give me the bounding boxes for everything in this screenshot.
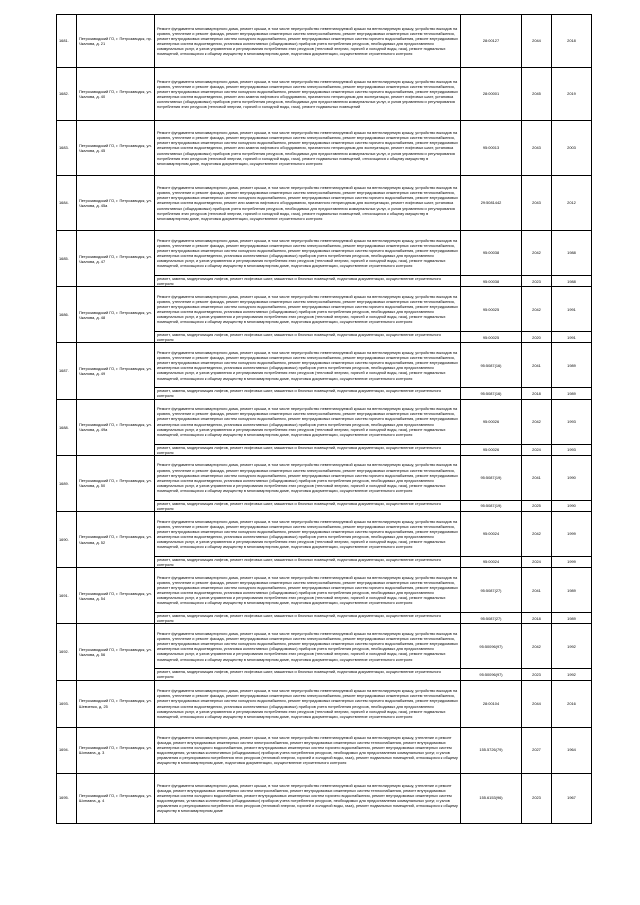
built-year-cell: 1990 — [552, 455, 592, 500]
works-cell: ремонт, замена, модернизация лифтов, ремонт лифтовых шахт, машинных и блочных помещений, подготовка документации, осуществление строительного контроля — [155, 388, 461, 399]
address-cell: Петрозаводский ГО, г. Петрозаводск, ул. Чкалова, д. 52 — [77, 511, 155, 567]
table-row — [57, 727, 592, 773]
table-row — [57, 624, 592, 669]
table-row — [57, 121, 592, 176]
row-number-cell: 1683. — [57, 121, 77, 176]
cost-cell: 95:00026 — [461, 444, 522, 455]
address-cell: Петрозаводский ГО, г. Петрозаводск, ул. Чкалова, д. 45а — [77, 176, 155, 231]
row-number-cell: 1689. — [57, 455, 77, 511]
works-cell: ремонт, замена, модернизация лифтов, ремонт лифтовых шахт, машинных и блочных помещений, подготовка документации, осуществление строительного контроля — [155, 444, 461, 455]
year-cell: 2025 — [522, 500, 552, 511]
row-number-cell: 1692. — [57, 624, 77, 680]
works-cell: Ремонт фундамента многоквартирного дома, ремонт крыши, в том числе переустройство невентилируемой крыши на вентилируемую крышу, устройство выходов на кровлю, утепление и ремонт фасада, ремонт внутридомовых инженерных систем электроснабжения, ремонт внутридомовых инженерных систем теплоснабжения, ремонт внутридомовых инженерных систем холодного водоснабжения, ремонт внутридомовых инженерных систем горячего водоснабжения, ремонт внутридомовых инженерных систем водоотведения, установка коллективных (общедомовых) приборов учета потребления ресурсов, необходимых для предоставления коммунальных услуг, и узлов управления и регулирования потребления этих ресурсов (тепловой энергии, горячей и холодной воды, газа), ремонт подвальных помещений, относящихся к общему имуществу в многоквартирном доме, подготовка документации, осуществление строительного контроля — [155, 624, 461, 669]
address-cell: Петрозаводский ГО, г. Петрозаводск, ул. Чкалова, д. 49а — [77, 399, 155, 455]
built-year-cell: 1999 — [552, 511, 592, 556]
works-cell: Ремонт фундамента многоквартирного дома, ремонт крыши, в том числе переустройство невентилируемой крыши на вентилируемую крышу, устройство выходов на кровлю, утепление и ремонт фасада, ремонт внутридомовых инженерных систем электроснабжения, ремонт внутридомовых инженерных систем теплоснабжения, ремонт внутридомовых инженерных систем холодного водоснабжения, ремонт внутридомовых инженерных систем горячего водоснабжения, ремонт внутридомовых инженерных систем водоотведения, ремонт или замена лифтового оборудования, признанного непригодным для эксплуатации, ремонт лифтовых шахт, установка коллективных (общедомовых) приборов учета потребления ресурсов, необходимых для предоставления коммунальных услуг, и узлов управления и регулирования потребления этих ресурсов (тепловой энергии, горячей и холодной воды, газа), ремонт подвальных помещений — [155, 68, 461, 121]
cost-cell: 95:5087(19) — [461, 455, 522, 500]
address-cell: Петрозаводский ГО, г. Петрозаводск, ул. Шотмана, д. 4 — [77, 773, 155, 823]
address-cell: Петрозаводский ГО, г. Петрозаводск, ул. Чкалова, д. 50 — [77, 455, 155, 511]
works-cell: Ремонт фундамента многоквартирного дома, ремонт крыши, в том числе переустройство невентилируемой крыши на вентилируемую крышу, устройство выходов на кровлю, утепление и ремонт фасада, ремонт внутридомовых инженерных систем электроснабжения, ремонт внутридомовых инженерных систем теплоснабжения, ремонт внутридомовых инженерных систем холодного водоснабжения, ремонт внутридомовых инженерных систем горячего водоснабжения, ремонт внутридомовых инженерных систем водоотведения, ремонт или замена лифтового оборудования, признанного непригодным для эксплуатации, ремонт лифтовых шахт, установка коллективных (общедомовых) приборов учета потребления ресурсов, необходимых для предоставления коммунальных услуг, и узлов управления и регулирования потребления этих ресурсов (тепловой энергии, горячей и холодной воды, газа), ремонт подвальных помещений, относящихся к общему имуществу в многоквартирном доме, подготовка документации, осуществление строительного контроля — [155, 176, 461, 231]
year-cell: 2042 — [522, 511, 552, 556]
built-year-cell: 2016 — [552, 680, 592, 727]
year-cell: 2042 — [522, 399, 552, 444]
year-cell: 2043 — [522, 121, 552, 176]
cost-cell: 95:5087(16) — [461, 388, 522, 399]
works-cell: ремонт, замена, модернизация лифтов, ремонт лифтовых шахт, машинных и блочных помещений, подготовка документации, осуществление строительного контроля — [155, 613, 461, 624]
year-cell: 2044 — [522, 15, 552, 68]
works-cell: Ремонт фундамента многоквартирного дома, ремонт крыши, в том числе переустройство невентилируемой крыши на вентилируемую крышу, устройство выходов на кровлю, утепление и ремонт фасада, ремонт внутридомовых инженерных систем электроснабжения, ремонт внутридомовых инженерных систем теплоснабжения, ремонт внутридомовых инженерных систем холодного водоснабжения, ремонт внутридомовых инженерных систем горячего водоснабжения, ремонт внутридомовых инженерных систем водоотведения, установка коллективных (общедомовых) приборов учета потребления ресурсов, необходимых для предоставления коммунальных услуг, и узлов управления и регулирования потребления этих ресурсов (тепловой энергии, горячей и холодной воды, газа), ремонт подвальных помещений, относящихся к общему имуществу в многоквартирном доме, подготовка документации, осуществление строительного контроля — [155, 15, 461, 68]
row-number-cell: 1685. — [57, 231, 77, 287]
works-cell: Ремонт фундамента многоквартирного дома, ремонт крыши, в том числе переустройство невентилируемой крыши на вентилируемую крышу, устройство выходов на кровлю, утепление и ремонт фасада, ремонт внутридомовых инженерных систем электроснабжения, ремонт внутридомовых инженерных систем теплоснабжения, ремонт внутридомовых инженерных систем холодного водоснабжения, ремонт внутридомовых инженерных систем горячего водоснабжения, ремонт внутридомовых инженерных систем водоотведения, установка коллективных (общедомовых) приборов учета потребления ресурсов, необходимых для предоставления коммунальных услуг, и узлов управления и регулирования потребления этих ресурсов (тепловой энергии, горячей и холодной воды, газа), ремонт подвальных помещений, относящихся к общему имуществу в многоквартирном доме, подготовка документации, осуществление строительного контроля — [155, 568, 461, 613]
built-year-cell: 1989 — [552, 343, 592, 388]
works-cell: Ремонт фундамента многоквартирного дома, ремонт крыши, в том числе переустройство невентилируемой крыши на вентилируемую крышу, устройство выходов на кровлю, утепление и ремонт фасада, ремонт внутридомовых инженерных систем электроснабжения, ремонт внутридомовых инженерных систем теплоснабжения, ремонт внутридомовых инженерных систем холодного водоснабжения, ремонт внутридомовых инженерных систем горячего водоснабжения, ремонт внутридомовых инженерных систем водоотведения, установка коллективных (общедомовых) приборов учета потребления ресурсов, необходимых для предоставления коммунальных услуг, и узлов управления и регулирования потребления этих ресурсов (тепловой энергии, горячей и холодной воды, газа), ремонт подвальных помещений, относящихся к общему имуществу в многоквартирном доме, подготовка документации, осуществление строительного контроля — [155, 231, 461, 276]
row-number-cell: 1686. — [57, 287, 77, 343]
built-year-cell: 2019 — [552, 68, 592, 121]
built-year-cell: 1999 — [552, 556, 592, 567]
table-row — [57, 399, 592, 444]
cost-cell: 95:00024 — [461, 556, 522, 567]
row-number-cell: 1693. — [57, 680, 77, 727]
built-year-cell: 1992 — [552, 669, 592, 680]
address-cell: Петрозаводский ГО, г. Петрозаводск, ул. Шотмана, д. 3 — [77, 727, 155, 773]
year-cell: 2043 — [522, 176, 552, 231]
row-number-cell: 1694. — [57, 727, 77, 773]
cost-cell: 95:00025 — [461, 287, 522, 332]
year-cell: 2018 — [522, 388, 552, 399]
cost-cell: 95:00026 — [461, 399, 522, 444]
cost-cell: 95:00025 — [461, 332, 522, 343]
year-cell: 2023 — [522, 276, 552, 287]
table-row — [57, 287, 592, 332]
row-number-cell: 1691. — [57, 568, 77, 624]
built-year-cell: 1989 — [552, 568, 592, 613]
built-year-cell: 1989 — [552, 388, 592, 399]
built-year-cell: 1967 — [552, 773, 592, 823]
works-cell: Ремонт фундамента многоквартирного дома, ремонт крыши, в том числе переустройство невентилируемой крыши на вентилируемую крышу, устройство выходов на кровлю, утепление и ремонт фасада, ремонт внутридомовых инженерных систем электроснабжения, ремонт внутридомовых инженерных систем теплоснабжения, ремонт внутридомовых инженерных систем холодного водоснабжения, ремонт внутридомовых инженерных систем горячего водоснабжения, ремонт внутридомовых инженерных систем водоотведения, установка коллективных (общедомовых) приборов учета потребления ресурсов, необходимых для предоставления коммунальных услуг, и узлов управления и регулирования потребления этих ресурсов (тепловой энергии, горячей и холодной воды, газа), ремонт подвальных помещений, относящихся к общему имуществу в многоквартирном доме, подготовка документации, осуществление строительного контроля — [155, 343, 461, 388]
cost-cell: 95:5087(16) — [461, 343, 522, 388]
built-year-cell: 1993 — [552, 399, 592, 444]
works-cell: Ремонт фундамента многоквартирного дома, ремонт крыши, в том числе переустройство невентилируемой крыши на вентилируемую крышу, устройство выходов на кровлю, утепление и ремонт фасада, ремонт внутридомовых инженерных систем электроснабжения, ремонт внутридомовых инженерных систем теплоснабжения, ремонт внутридомовых инженерных систем холодного водоснабжения, ремонт внутридомовых инженерных систем горячего водоснабжения, ремонт внутридомовых инженерных систем водоотведения, установка коллективных (общедомовых) приборов учета потребления ресурсов, необходимых для предоставления коммунальных услуг, и узлов управления и регулирования потребления этих ресурсов (тепловой энергии, горячей и холодной воды, газа), ремонт подвальных помещений, относящихся к общему имуществу в многоквартирном доме, подготовка документации, осуществление строительного контроля — [155, 455, 461, 500]
works-cell: Ремонт фундамента многоквартирного дома, ремонт крыши, в том числе переустройство невентилируемой крыши на вентилируемую крышу, устройство выходов на кровлю, утепление и ремонт фасада, ремонт внутридомовых инженерных систем электроснабжения, ремонт внутридомовых инженерных систем теплоснабжения, ремонт внутридомовых инженерных систем холодного водоснабжения, ремонт внутридомовых инженерных систем горячего водоснабжения, ремонт внутридомовых инженерных систем водоотведения, установка коллективных (общедомовых) приборов учета потребления ресурсов, необходимых для предоставления коммунальных услуг, и узлов управления и регулирования потребления этих ресурсов (тепловой энергии, горячей и холодной воды, газа), ремонт подвальных помещений, относящихся к общему имуществу в многоквартирном доме, подготовка документации, осуществление строительного контроля — [155, 680, 461, 727]
cost-cell: 95:00038 — [461, 231, 522, 276]
cost-cell: 95:5087(19) — [461, 500, 522, 511]
works-cell: ремонт, замена, модернизация лифтов, ремонт лифтовых шахт, машинных и блочных помещений, подготовка документации, осуществление строительного контроля — [155, 332, 461, 343]
year-cell: 2024 — [522, 444, 552, 455]
year-cell: 2018 — [522, 613, 552, 624]
built-year-cell: 2018 — [552, 15, 592, 68]
works-cell: Ремонт фундамента многоквартирного дома, ремонт крыши, в том числе переустройство невентилируемой крыши на вентилируемую крышу, утепление и ремонт фасада, ремонт внутридомовых инженерных систем электроснабжения, ремонт внутридомовых инженерных систем теплоснабжения, ремонт внутридомовых инженерных систем холодного водоснабжения, ремонт внутридомовых инженерных систем горячего водоснабжения, ремонт внутридомовых инженерных систем водоотведения, установка коллективных (общедомовых) приборов учета потребления ресурсов, необходимых для предоставления коммунальных услуг, и узлов управления и регулирования потребления этих ресурсов (тепловой энергии, горячей и холодной воды, газа), ремонт подвальных помещений, относящихся к общему имуществу в многоквартирном доме — [155, 773, 461, 823]
row-number-cell: 1695. — [57, 773, 77, 823]
cost-cell: 95:00038 — [461, 276, 522, 287]
works-cell: Ремонт фундамента многоквартирного дома, ремонт крыши, в том числе переустройство невентилируемой крыши на вентилируемую крышу, устройство выходов на кровлю, утепление и ремонт фасада, ремонт внутридомовых инженерных систем электроснабжения, ремонт внутридомовых инженерных систем теплоснабжения, ремонт внутридомовых инженерных систем холодного водоснабжения, ремонт внутридомовых инженерных систем горячего водоснабжения, ремонт внутридомовых инженерных систем водоотведения, ремонт или замена лифтового оборудования, признанного непригодным для эксплуатации, ремонт лифтовых шахт, установка коллективных (общедомовых) приборов учета потребления ресурсов, необходимых для предоставления коммунальных услуг, и узлов управления и регулирования потребления этих ресурсов (тепловой энергии, горячей и холодной воды, газа), ремонт подвальных помещений, относящихся к общему имуществу в многоквартирном доме, подготовка документации, осуществление строительного контроля — [155, 121, 461, 176]
table-body — [57, 15, 592, 824]
address-cell: Петрозаводский ГО, г. Петрозаводск, ул. Чкалова, д. 56 — [77, 624, 155, 680]
year-cell: 2042 — [522, 624, 552, 669]
built-year-cell: 1991 — [552, 332, 592, 343]
cost-cell: 155.6153(96) — [461, 773, 522, 823]
cost-cell: 95:00024 — [461, 511, 522, 556]
built-year-cell: 1989 — [552, 613, 592, 624]
year-cell: 2044 — [522, 680, 552, 727]
built-year-cell: 1993 — [552, 444, 592, 455]
year-cell: 2045 — [522, 68, 552, 121]
year-cell: 2023 — [522, 773, 552, 823]
table-row — [57, 68, 592, 121]
works-cell: ремонт, замена, модернизация лифтов, ремонт лифтовых шахт, машинных и блочных помещений, подготовка документации, осуществление строительного контроля — [155, 669, 461, 680]
works-cell: Ремонт фундамента многоквартирного дома, ремонт крыши, в том числе переустройство невентилируемой крыши на вентилируемую крышу, утепление и ремонт фасада, ремонт внутридомовых инженерных систем электроснабжения, ремонт внутридомовых инженерных систем теплоснабжения, ремонт внутридомовых инженерных систем холодного водоснабжения, ремонт внутридомовых инженерных систем горячего водоснабжения, ремонт внутридомовых инженерных систем водоотведения, установка коллективных (общедомовых) приборов учета потребления ресурсов, необходимых для предоставления коммунальных услуг, и узлов управления и регулирования потребления этих ресурсов (тепловой энергии, горячей и холодной воды, газа), ремонт подвальных помещений, относящихся к общему имуществу в многоквартирном доме, подготовка документации, осуществление строительного контроля — [155, 727, 461, 773]
table-row — [57, 455, 592, 500]
table-row — [57, 343, 592, 388]
built-year-cell: 1991 — [552, 287, 592, 332]
cost-cell: 28:00104 — [461, 680, 522, 727]
built-year-cell: 1992 — [552, 624, 592, 669]
cost-cell: 95:50096(97) — [461, 669, 522, 680]
row-number-cell: 1687. — [57, 343, 77, 399]
built-year-cell: 1988 — [552, 276, 592, 287]
table-row — [57, 568, 592, 613]
cost-cell: 28:00127 — [461, 15, 522, 68]
cost-cell: 28:00001 — [461, 68, 522, 121]
address-cell: Петрозаводский ГО, г. Петрозаводск, ул. Чкалова, д. 48 — [77, 287, 155, 343]
cost-cell: 95:5087(27) — [461, 613, 522, 624]
table-row — [57, 176, 592, 231]
address-cell: Петрозаводский ГО, г. Петрозаводск, ул. Чкалова, д. 40 — [77, 68, 155, 121]
year-cell: 2042 — [522, 231, 552, 276]
table-row — [57, 511, 592, 556]
built-year-cell: 1990 — [552, 500, 592, 511]
address-cell: Петрозаводский ГО, г. Петрозаводск, ул. Чкалова, д. 49 — [77, 343, 155, 399]
built-year-cell: 1964 — [552, 727, 592, 773]
address-cell: Петрозаводский ГО, г. Петрозаводск, ул. Чкалова, д. 47 — [77, 231, 155, 287]
row-number-cell: 1682. — [57, 68, 77, 121]
row-number-cell: 1690. — [57, 511, 77, 567]
year-cell: 2041 — [522, 455, 552, 500]
year-cell: 2041 — [522, 568, 552, 613]
address-cell: Петрозаводский ГО, г. Петрозаводск, ул. Чкалова, д. 45 — [77, 121, 155, 176]
cost-cell: 95:00013 — [461, 121, 522, 176]
row-number-cell: 1688. — [57, 399, 77, 455]
table-row — [57, 773, 592, 823]
table-row — [57, 231, 592, 276]
works-cell: Ремонт фундамента многоквартирного дома, ремонт крыши, в том числе переустройство невентилируемой крыши на вентилируемую крышу, устройство выходов на кровлю, утепление и ремонт фасада, ремонт внутридомовых инженерных систем электроснабжения, ремонт внутридомовых инженерных систем теплоснабжения, ремонт внутридомовых инженерных систем холодного водоснабжения, ремонт внутридомовых инженерных систем горячего водоснабжения, ремонт внутридомовых инженерных систем водоотведения, установка коллективных (общедомовых) приборов учета потребления ресурсов, необходимых для предоставления коммунальных услуг, и узлов управления и регулирования потребления этих ресурсов (тепловой энергии, горячей и холодной воды, газа), ремонт подвальных помещений, относящихся к общему имуществу в многоквартирном доме, подготовка документации, осуществление строительного контроля — [155, 511, 461, 556]
address-cell: Петрозаводский ГО, г. Петрозаводск, ул. Шевченко, д. 25 — [77, 680, 155, 727]
address-cell: Петрозаводский ГО, г. Петрозаводск, ул. Чкалова, д. 54 — [77, 568, 155, 624]
year-cell: 2020 — [522, 332, 552, 343]
built-year-cell: 2012 — [552, 176, 592, 231]
works-cell: ремонт, замена, модернизация лифтов, ремонт лифтовых шахт, машинных и блочных помещений, подготовка документации, осуществление строительного контроля — [155, 276, 461, 287]
works-cell: Ремонт фундамента многоквартирного дома, ремонт крыши, в том числе переустройство невентилируемой крыши на вентилируемую крышу, устройство выходов на кровлю, утепление и ремонт фасада, ремонт внутридомовых инженерных систем электроснабжения, ремонт внутридомовых инженерных систем теплоснабжения, ремонт внутридомовых инженерных систем холодного водоснабжения, ремонт внутридомовых инженерных систем горячего водоснабжения, ремонт внутридомовых инженерных систем водоотведения, установка коллективных (общедомовых) приборов учета потребления ресурсов, необходимых для предоставления коммунальных услуг, и узлов управления и регулирования потребления этих ресурсов (тепловой энергии, горячей и холодной воды, газа), ремонт подвальных помещений, относящихся к общему имуществу в многоквартирном доме, подготовка документации, осуществление строительного контроля — [155, 287, 461, 332]
row-number-cell: 1681. — [57, 15, 77, 68]
repair-program-table — [56, 14, 592, 824]
year-cell: 2023 — [522, 669, 552, 680]
row-number-cell: 1684. — [57, 176, 77, 231]
works-cell: ремонт, замена, модернизация лифтов, ремонт лифтовых шахт, машинных и блочных помещений, подготовка документации, осуществление строительного контроля — [155, 500, 461, 511]
works-cell: Ремонт фундамента многоквартирного дома, ремонт крыши, в том числе переустройство невентилируемой крыши на вентилируемую крышу, устройство выходов на кровлю, утепление и ремонт фасада, ремонт внутридомовых инженерных систем электроснабжения, ремонт внутридомовых инженерных систем теплоснабжения, ремонт внутридомовых инженерных систем холодного водоснабжения, ремонт внутридомовых инженерных систем горячего водоснабжения, ремонт внутридомовых инженерных систем водоотведения, установка коллективных (общедомовых) приборов учета потребления ресурсов, необходимых для предоставления коммунальных услуг, и узлов управления и регулирования потребления этих ресурсов (тепловой энергии, горячей и холодной воды, газа), ремонт подвальных помещений, относящихся к общему имуществу в многоквартирном доме, подготовка документации, осуществление строительного контроля — [155, 399, 461, 444]
address-cell: Петрозаводский ГО, г. Петрозаводск, пр. Чкалова, д. 21 — [77, 15, 155, 68]
built-year-cell: 1988 — [552, 231, 592, 276]
year-cell: 2041 — [522, 343, 552, 388]
table-row — [57, 680, 592, 727]
year-cell: 2027 — [522, 727, 552, 773]
year-cell: 2024 — [522, 556, 552, 567]
cost-cell: 95:50096(97) — [461, 624, 522, 669]
cost-cell: 155.5726(79) — [461, 727, 522, 773]
built-year-cell: 2003 — [552, 121, 592, 176]
table-row — [57, 15, 592, 68]
cost-cell: 95:5087(27) — [461, 568, 522, 613]
year-cell: 2042 — [522, 287, 552, 332]
works-cell: ремонт, замена, модернизация лифтов, ремонт лифтовых шахт, машинных и блочных помещений, подготовка документации, осуществление строительного контроля — [155, 556, 461, 567]
cost-cell: 29:5081442 — [461, 176, 522, 231]
